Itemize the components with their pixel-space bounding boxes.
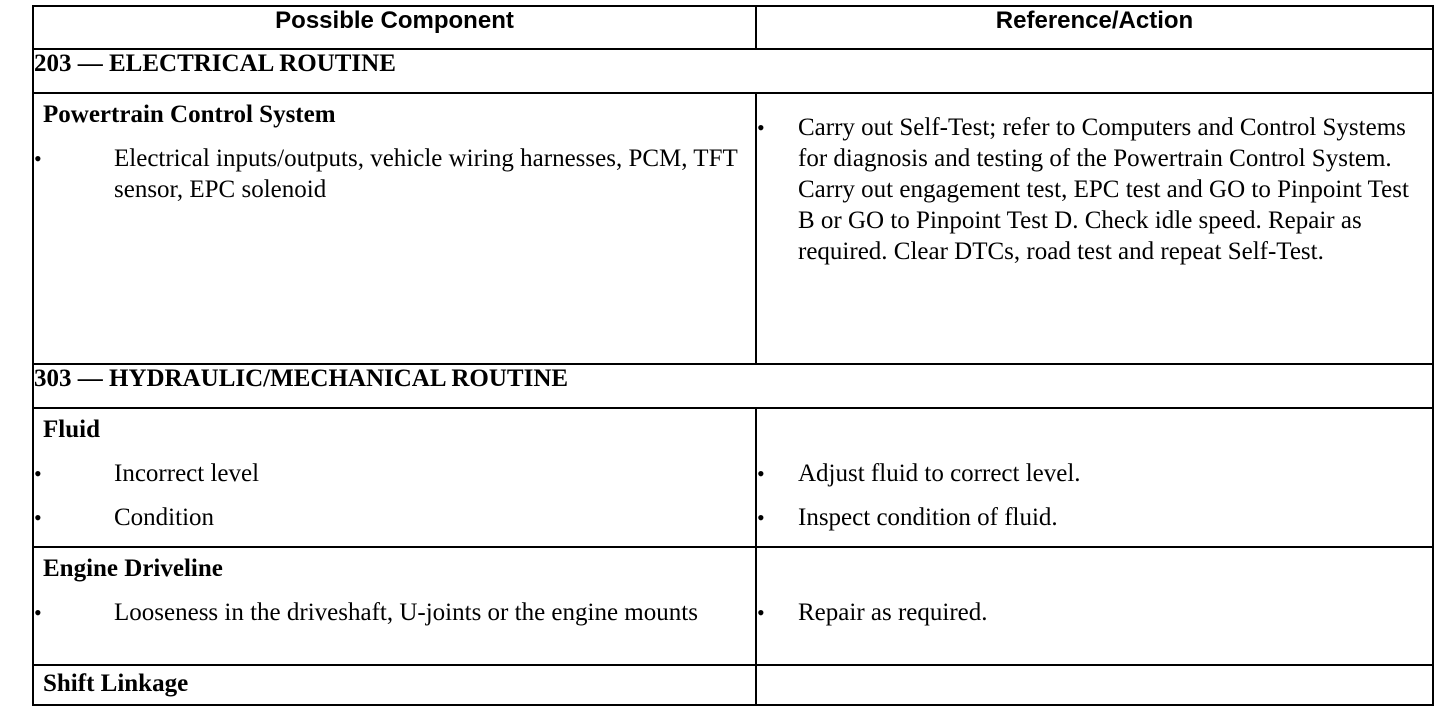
component-cell [33,547,756,665]
component-cell [33,665,756,705]
action-list [757,112,1432,267]
section-title-hydraulic: 303 — HYDRAULIC/MECHANICAL ROUTINE [33,364,1433,408]
list-item [34,597,755,628]
action-text: Adjust fluid to correct level. [798,460,1081,487]
list-item [34,143,755,205]
component-cell [33,93,756,364]
component-cell [33,408,756,547]
bullet-icon: • [757,600,765,625]
bullet-icon: • [34,461,42,486]
cause-text: Looseness in the driveshaft, U-joints or the engine mounts [114,599,698,626]
table-row [33,408,1433,547]
action-text: Repair as required. [798,599,988,626]
list-item [757,502,1432,533]
list-item [34,502,755,533]
action-list [757,458,1432,533]
section-title-electrical: 203 — ELECTRICAL ROUTINE [33,49,1433,93]
table-row [33,547,1433,665]
component-title: Fluid [43,416,100,443]
list-item [757,597,1432,628]
cause-list [34,597,755,628]
action-text: Inspect condition of fluid. [798,504,1058,531]
table-row [33,665,1433,705]
action-text: Carry out Self-Test; refer to Computers and Control Systems for diagnosis and testing of the Powertrain Control System. [798,114,1406,172]
bullet-icon: • [757,461,765,486]
header-row [33,6,1433,49]
section-row [33,364,1433,408]
cause-list [34,143,755,205]
cause-text: Condition [114,504,215,531]
component-title: Engine Driveline [43,555,223,582]
bullet-icon: • [757,115,765,140]
list-item [34,458,755,489]
cause-list [34,458,755,533]
component-title: Shift Linkage [43,670,189,697]
action-cell [756,93,1433,364]
bullet-icon: • [34,505,42,530]
bullet-icon: • [34,600,42,625]
table-row [33,93,1433,364]
action-text-continued: Carry out engagement test, EPC test and GO to Pinpoint Test B or GO to Pinpoint Test D. Check idle speed. Repair as required. Clear DTCs, road test and repeat Self-Test. [798,176,1409,265]
action-cell [756,408,1433,547]
action-cell [756,547,1433,665]
cause-text: Incorrect level [114,460,260,487]
diagnosis-table [32,5,1434,706]
cause-text: Electrical inputs/outputs, vehicle wiring harnesses, PCM, TFT sensor, EPC solenoid [114,145,738,203]
list-item [757,458,1432,489]
action-cell [756,665,1433,705]
bullet-icon: • [757,505,765,530]
list-item [757,112,1432,267]
component-title: Powertrain Control System [43,101,336,128]
action-list [757,597,1432,628]
header-possible-component: Possible Component [33,6,756,49]
section-row [33,49,1433,93]
bullet-icon: • [34,146,42,171]
header-reference-action: Reference/Action [756,6,1433,49]
